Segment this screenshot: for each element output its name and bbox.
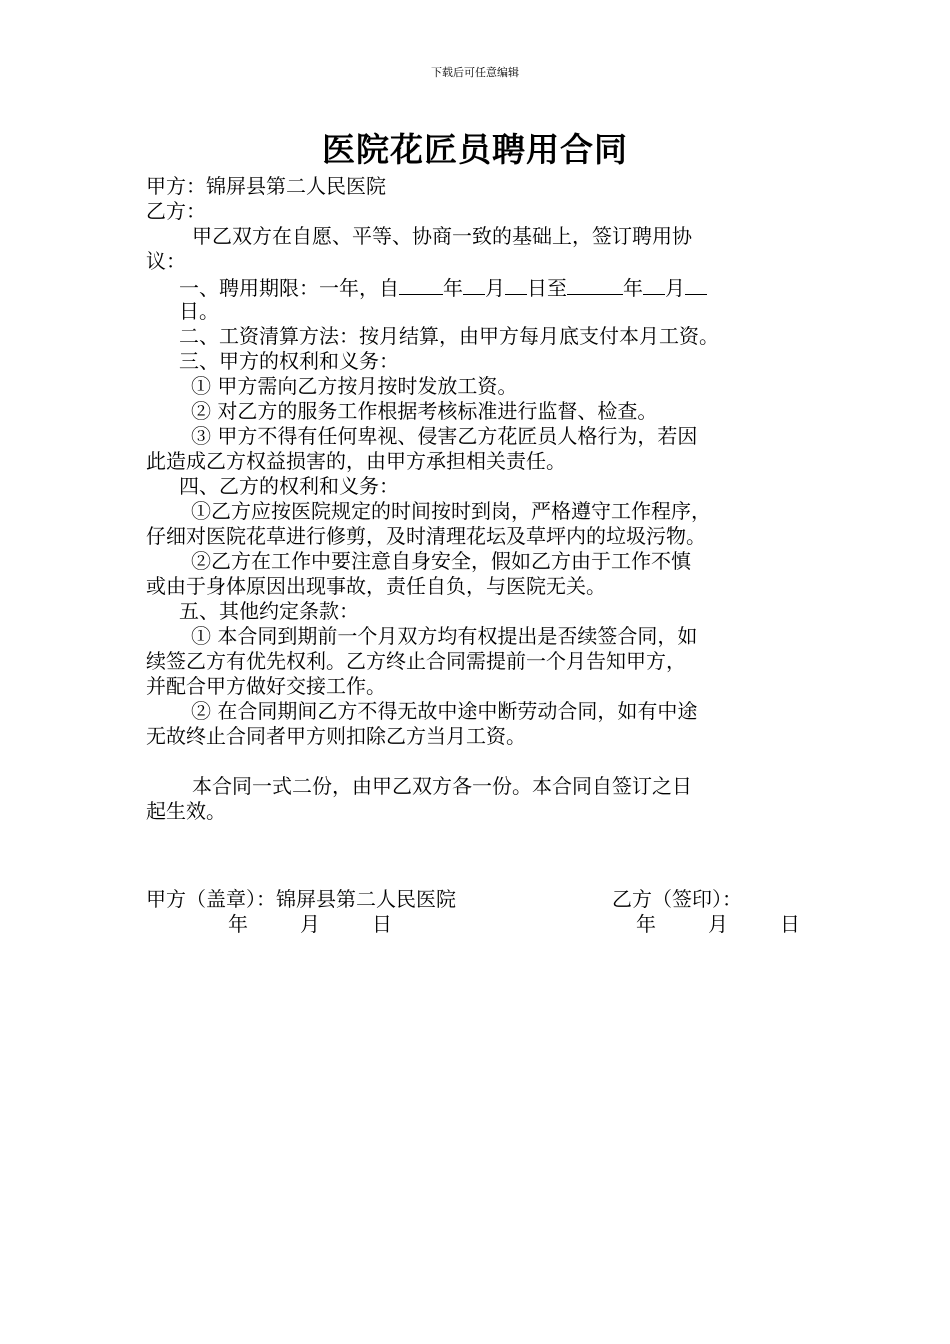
section3-item2: ② 对乙方的服务工作根据考核标准进行监督、检查。 bbox=[191, 399, 658, 423]
signature-party-b: 乙方（签印）： bbox=[612, 887, 742, 911]
section4-item2-line2: 或由于身体原因出现事故，责任自负，与医院无关。 bbox=[146, 574, 606, 598]
document-title: 医院花匠员聘用合同 bbox=[322, 130, 628, 169]
term-end-year-blank bbox=[567, 274, 623, 295]
term-start-month-blank bbox=[463, 274, 485, 295]
section4-item1-line2: 仔细对医院花草进行修剪，及时清理花坛及草坪内的垃圾污物。 bbox=[146, 524, 706, 548]
section5-item1-line2: 续签乙方有优先权利。乙方终止合同需提前一个月告知甲方， bbox=[146, 649, 686, 673]
closing-line-2: 起生效。 bbox=[146, 799, 226, 823]
section5-item2-line2: 无故终止合同者甲方则扣除乙方当月工资。 bbox=[146, 724, 526, 748]
intro-line-1: 甲乙双方在自愿、平等、协商一致的基础上，签订聘用协 bbox=[192, 224, 692, 248]
party-b-date-month: 月 bbox=[708, 912, 728, 936]
term-day-label: 日至 bbox=[527, 276, 567, 300]
section3-item3-line1: ③ 甲方不得有任何卑视、侵害乙方花匠员人格行为，若因 bbox=[191, 424, 698, 448]
closing-line-1: 本合同一式二份，由甲乙双方各一份。本合同自签订之日 bbox=[192, 774, 692, 798]
section4-heading: 四、乙方的权利和义务： bbox=[179, 474, 399, 498]
term-start-day-blank bbox=[505, 274, 527, 295]
contract-body bbox=[146, 174, 816, 824]
salary-line: 二、工资清算方法：按月结算，由甲方每月底支付本月工资。 bbox=[179, 324, 719, 348]
party-a-date-day: 日 bbox=[372, 912, 392, 936]
signature-party-a: 甲方（盖章）：锦屏县第二人民医院 bbox=[146, 887, 456, 911]
section5-heading: 五、其他约定条款： bbox=[179, 599, 359, 623]
term-end-year-label: 年 bbox=[623, 276, 643, 300]
section4-item1-line1: ①乙方应按医院规定的时间按时到岗，严格遵守工作程序， bbox=[191, 499, 711, 523]
term-line bbox=[146, 274, 816, 299]
term-month-label: 月 bbox=[485, 276, 505, 300]
party-a-line: 甲方：锦屏县第二人民医院 bbox=[146, 174, 386, 198]
term-prefix: 一、聘用期限：一年，自 bbox=[179, 276, 399, 300]
section5-item2-line1: ② 在合同期间乙方不得无故中途中断劳动合同，如有中途 bbox=[191, 699, 698, 723]
party-b-date-year: 年 bbox=[636, 912, 656, 936]
term-continuation: 日。 bbox=[179, 299, 219, 323]
section5-item1-line3: 并配合甲方做好交接工作。 bbox=[146, 674, 386, 698]
party-b-line: 乙方： bbox=[146, 199, 206, 223]
section4-item2-line1: ②乙方在工作中要注意自身安全，假如乙方由于工作不慎 bbox=[191, 549, 691, 573]
section3-item3-line2: 此造成乙方权益损害的，由甲方承担相关责任。 bbox=[146, 449, 566, 473]
term-end-day-blank bbox=[685, 274, 707, 295]
term-start-year-blank bbox=[399, 274, 443, 295]
section3-item1: ① 甲方需向乙方按月按时发放工资。 bbox=[191, 374, 518, 398]
section3-heading: 三、甲方的权利和义务： bbox=[179, 349, 399, 373]
term-end-month-label: 月 bbox=[665, 276, 685, 300]
term-end-month-blank bbox=[643, 274, 665, 295]
party-a-date-month: 月 bbox=[300, 912, 320, 936]
spacer bbox=[146, 749, 816, 774]
header-note: 下载后可任意编辑 bbox=[431, 66, 519, 79]
party-b-date-day: 日 bbox=[780, 912, 800, 936]
party-a-date-year: 年 bbox=[228, 912, 248, 936]
term-year-label: 年 bbox=[443, 276, 463, 300]
section5-item1-line1: ① 本合同到期前一个月双方均有权提出是否续签合同，如 bbox=[191, 624, 698, 648]
intro-line-2: 议： bbox=[146, 249, 186, 273]
